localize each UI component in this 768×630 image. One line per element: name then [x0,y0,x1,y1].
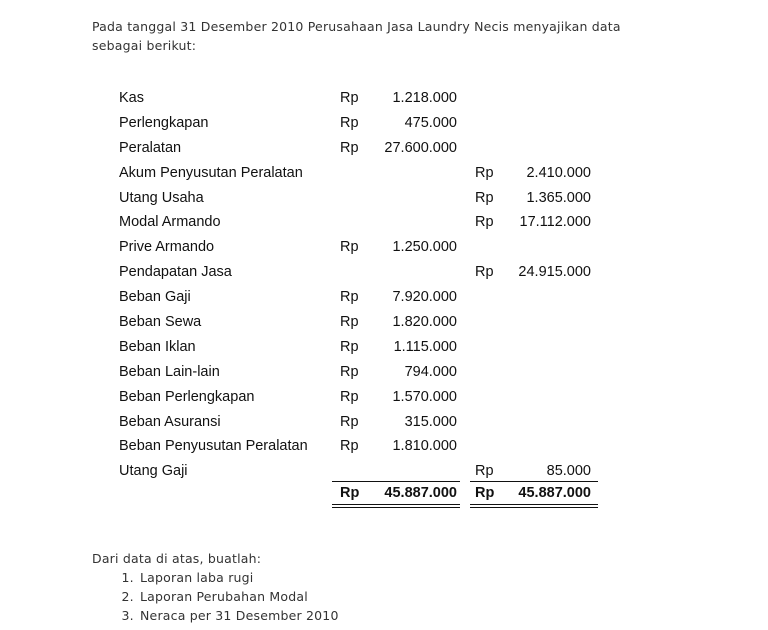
task-item: 3. Neraca per 31 Desember 2010 [138,606,339,625]
account-name: Utang Gaji [119,463,188,480]
debit-currency: Rp [340,114,359,131]
debit-amount: 1.820.000 [392,314,457,331]
debit-amount: 475.000 [404,114,457,131]
debit-currency: Rp [340,363,359,380]
credit-currency: Rp [475,164,494,181]
credit-amount: 2.410.000 [526,164,591,181]
credit-currency: Rp [475,463,494,480]
debit-total-double-rule [332,504,460,508]
account-name: Pendapatan Jasa [119,264,232,281]
credit-amount: 24.915.000 [518,264,591,281]
intro-text: Pada tanggal 31 Desember 2010 Perusahaan Jasa Laundry Necis menyajikan data sebagai berikut: [92,19,621,53]
debit-currency: Rp [340,314,359,331]
account-name: Peralatan [119,139,182,156]
debit-amount: 1.115.000 [393,338,457,355]
debit-amount: 1.570.000 [392,388,457,405]
credit-currency: Rp [475,189,494,206]
account-name: Akum Penyusutan Peralatan [119,164,303,181]
account-name: Utang Usaha [119,189,204,206]
account-name: Kas [119,90,144,106]
total-debit: 45.887.000 [384,485,457,501]
debit-amount: 1.250.000 [392,239,457,256]
account-name: Prive Armando [119,239,215,256]
debit-currency: Rp [340,338,359,355]
task-item: 1. Laporan laba rugi [138,568,339,587]
debit-currency: Rp [340,239,359,256]
task-list [92,568,339,625]
account-name: Perlengkapan [119,114,209,131]
debit-subtotal-rule [332,481,460,482]
debit-amount: 794.000 [404,363,457,380]
account-name: Beban Lain-lain [119,363,220,380]
credit-currency: Rp [475,214,494,231]
account-name: Beban Penyusutan Peralatan [119,438,308,455]
debit-currency: Rp [340,388,359,405]
debit-amount: 7.920.000 [392,289,457,306]
total-debit-currency: Rp [340,485,360,501]
account-name: Beban Iklan [119,338,196,355]
credit-amount: 17.112.000 [519,214,591,231]
account-name: Beban Gaji [119,289,191,306]
task-section [92,549,339,625]
total-credit-currency: Rp [475,485,495,501]
credit-total-double-rule [470,504,598,508]
debit-currency: Rp [340,438,359,455]
task-item: 2. Laporan Perubahan Modal [138,587,339,606]
debit-amount: 1.218.000 [392,90,457,106]
credit-amount: 85.000 [546,463,591,480]
account-name: Beban Perlengkapan [119,388,255,405]
debit-amount: 315.000 [404,413,457,430]
debit-currency: Rp [340,289,359,306]
account-name: Beban Sewa [119,314,202,331]
account-name: Modal Armando [119,214,221,231]
debit-currency: Rp [340,413,359,430]
debit-amount: 27.600.000 [384,139,457,156]
credit-subtotal-rule [470,481,598,482]
credit-currency: Rp [475,264,494,281]
credit-amount: 1.365.000 [526,189,591,206]
debit-currency: Rp [340,139,359,156]
task-heading: Dari data di atas, buatlah: [92,551,262,566]
total-credit: 45.887.000 [518,485,591,501]
account-name: Beban Asuransi [119,413,221,430]
debit-amount: 1.810.000 [392,438,457,455]
debit-currency: Rp [340,90,359,106]
